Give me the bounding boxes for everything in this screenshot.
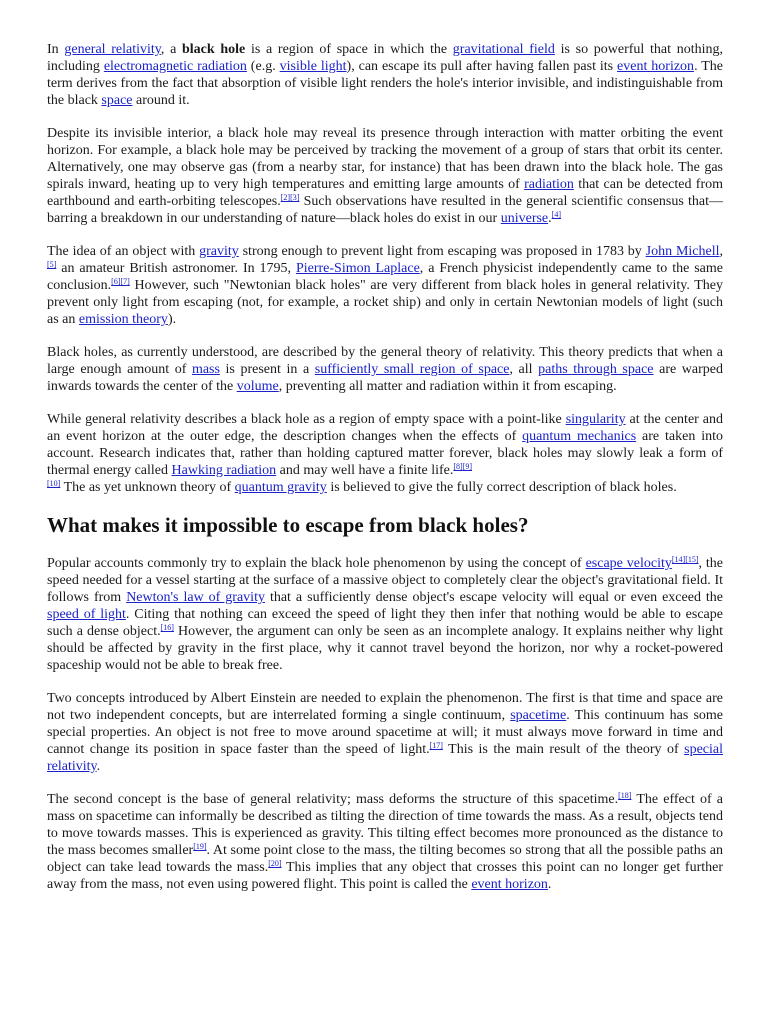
term-black-hole: black hole bbox=[182, 42, 246, 57]
link-gravitational-field[interactable]: gravitational field bbox=[452, 42, 555, 57]
citation-link[interactable]: [3] bbox=[290, 193, 300, 202]
link-quantum-mechanics[interactable]: quantum mechanics bbox=[522, 429, 637, 444]
link-event-horizon[interactable]: event horizon bbox=[617, 59, 695, 74]
section-heading: What makes it impossible to escape from black holes? bbox=[47, 513, 529, 537]
citation bbox=[47, 479, 60, 488]
link-singularity[interactable]: singularity bbox=[565, 412, 626, 427]
paragraph-quantum: While general relativity describes a black hole as a region of empty space with a point-like singularity at the center and an event horizon at the outer edge, the description changes when the effects of quantum mechanics are taken into account. Research indicates that, rather than holding captured matter forever, black holes may slowly leak a form of thermal energy called Hawking radiation and may well have a finite life.[8][9] [10] The as yet unknown theory of quantum gravity is believed to give the fully correct description of black holes. bbox=[47, 412, 723, 495]
link-space[interactable]: space bbox=[101, 93, 133, 108]
link-radiation[interactable]: radiation bbox=[524, 177, 574, 192]
paragraph-relativity: Black holes, as currently understood, are described by the general theory of relativity. This theory predicts that when a large enough amount of mass is present in a sufficiently small region of space, all paths through space are warped inwards towards the center of the volume, preventing all matter and radiation within it from escaping. bbox=[47, 345, 723, 394]
link-event-horizon-2[interactable]: event horizon bbox=[471, 877, 548, 892]
article-body bbox=[47, 41, 723, 909]
link-mass[interactable]: mass bbox=[191, 362, 220, 377]
citation-link[interactable]: [8] bbox=[453, 462, 463, 471]
paragraph-mass-deforms: The second concept is the base of general relativity; mass deforms the structure of this spacetime.[18] The effect of a mass on spacetime can informally be described as tilting the direction of time towards the mass. As a result, objects tend to move towards masses. This is experienced as gravity. This tilting effect becomes more pronounced as the distance to the mass becomes smaller[19]. At some point close to the mass, the tilting becomes so strong that all the possible paths an object can take lead towards the mass.[20] This implies that any object that crosses this point can no longer get further away from the mass, not even using powered flight. This point is called the event horizon. bbox=[47, 791, 724, 892]
citation-link[interactable]: [6] bbox=[111, 277, 121, 286]
link-gravity[interactable]: gravity bbox=[199, 244, 239, 259]
link-pierre-simon-laplace[interactable]: Pierre-Simon Laplace bbox=[295, 261, 420, 276]
citation-link[interactable]: [4] bbox=[551, 210, 561, 219]
citation-link[interactable]: [9] bbox=[462, 462, 473, 471]
citation bbox=[618, 791, 631, 800]
citation-link[interactable]: [2] bbox=[280, 193, 291, 202]
citation bbox=[672, 555, 699, 564]
paragraph-escape-velocity: Popular accounts commonly try to explain the black hole phenomenon by using the concept of escape velocity[14][15], the speed needed for a vessel starting at the surface of a massive object to completely clear the object's gravitational field. It follows from Newton's law of gravity that a sufficiently dense object's escape velocity will equal or even exceed the speed of light. Citing that nothing can exceed the speed of light they then infer that nothing would be able to escape such a dense object.[16] However, the argument can only be seen as an incomplete analogy. It explains neither why light should be affected by gravity in the first place, why it cannot travel beyond the horizon, nor why a rocket-powered spaceship would not be able to break free. bbox=[47, 555, 724, 673]
citation bbox=[281, 193, 300, 202]
link-universe[interactable]: universe bbox=[500, 211, 549, 226]
citation bbox=[430, 741, 443, 750]
link-electromagnetic-radiation[interactable]: electromagnetic radiation bbox=[103, 59, 247, 74]
link-newtons-law-of-gravity[interactable]: Newton's law of gravity bbox=[126, 590, 265, 605]
citation-link[interactable]: [19] bbox=[193, 842, 207, 851]
link-emission-theory[interactable]: emission theory bbox=[78, 312, 168, 327]
paragraph-intro: In general relativity, a black hole is a region of space in which the gravitational field is so powerful that nothing, including electromagnetic radiation (e.g. visible light), can escape its pull after having fallen past its event horizon. The term derives from the fact that absorption of visible light renders the hole's interior invisible, and indistinguishable from the black space around it. bbox=[47, 42, 723, 108]
citation bbox=[111, 277, 130, 286]
link-visible-light[interactable]: visible light bbox=[279, 59, 347, 74]
citation-link[interactable]: [7] bbox=[120, 277, 130, 286]
link-speed-of-light[interactable]: speed of light bbox=[47, 607, 126, 622]
link-volume[interactable]: volume bbox=[236, 379, 279, 394]
link-small-region-of-space[interactable]: sufficiently small region of space bbox=[314, 362, 510, 377]
link-escape-velocity[interactable]: escape velocity bbox=[585, 556, 672, 571]
citation-link[interactable]: [18] bbox=[618, 791, 632, 800]
link-john-michell[interactable]: John Michell bbox=[645, 244, 720, 259]
citation-link[interactable]: [5] bbox=[47, 260, 57, 269]
citation-link[interactable]: [16] bbox=[160, 623, 174, 632]
citation-link[interactable]: [10] bbox=[47, 479, 61, 488]
link-spacetime[interactable]: spacetime bbox=[510, 708, 567, 723]
link-hawking-radiation[interactable]: Hawking radiation bbox=[171, 463, 277, 478]
citation bbox=[268, 859, 281, 868]
link-special-relativity[interactable]: special relativity bbox=[47, 742, 723, 774]
citation bbox=[552, 210, 561, 219]
citation-link[interactable]: [15] bbox=[685, 555, 699, 564]
paragraph-history: The idea of an object with gravity strong enough to prevent light from escaping was proposed in 1783 by John Michell,[5] an amateur British astronomer. In 1795, Pierre-Simon Laplace, a French physicist independently came to the same conclusion.[6][7] However, such "Newtonian black holes" are very different from black holes in general relativity. They prevent only light from escaping (not, for example, a rocket ship) and only in certain Newtonian models of light (such as an emission theory). bbox=[47, 244, 723, 327]
paragraph-spacetime: Two concepts introduced by Albert Einstein are needed to explain the phenomenon. The first is that time and space are not two independent concepts, but are interrelated forming a single continuum, spacetime. This continuum has some special properties. An object is not free to move around spacetime at will; it must always move forward in time and cannot change its position in space faster than the speed of light.[17] This is the main result of the theory of special relativity. bbox=[47, 691, 724, 774]
citation-link[interactable]: [17] bbox=[429, 741, 443, 750]
citation bbox=[193, 842, 206, 851]
citation bbox=[453, 462, 472, 471]
paragraph-observation: Despite its invisible interior, a black hole may reveal its presence through interaction with matter orbiting the event horizon. For example, a black hole may be perceived by tracking the movement of a group of stars that orbit its center. Alternatively, one may observe gas (from a nearby star, for instance) that has been drawn into the black hole. The gas spirals inward, heating up to very high temperatures and emitting large amounts of radiation that can be detected from earthbound and earth-orbiting telescopes.[2][3] Such observations have resulted in the general scientific consensus that—barring a breakdown in our understanding of nature—black holes do exist in our universe.[4] bbox=[47, 126, 723, 226]
citation bbox=[47, 260, 56, 269]
link-quantum-gravity[interactable]: quantum gravity bbox=[234, 480, 327, 495]
citation-link[interactable]: [20] bbox=[268, 859, 282, 868]
link-paths-through-space[interactable]: paths through space bbox=[538, 362, 654, 377]
link-general-relativity[interactable]: general relativity bbox=[64, 42, 161, 57]
citation bbox=[161, 623, 174, 632]
citation-link[interactable]: [14] bbox=[671, 555, 686, 564]
